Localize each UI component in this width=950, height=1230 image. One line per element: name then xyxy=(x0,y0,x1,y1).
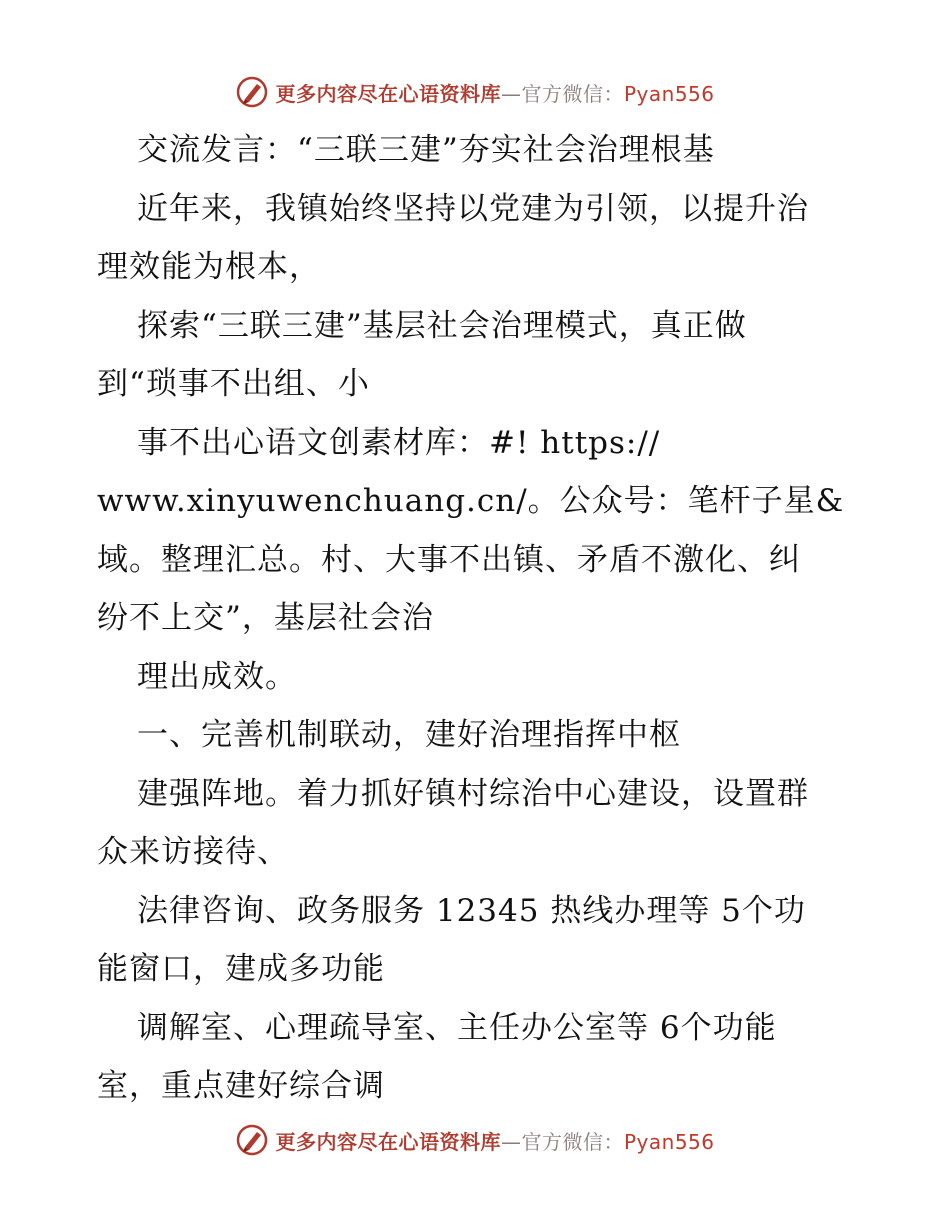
header-banner xyxy=(0,70,950,114)
text-line: 近年来，我镇始终坚持以党建为引领，以提升治 xyxy=(137,190,809,227)
banner-text xyxy=(275,1126,714,1155)
text-line: 纷不上交”，基层社会治 xyxy=(97,600,434,636)
text-line: 能窗口，建成多功能 xyxy=(97,951,385,987)
document-body xyxy=(97,121,857,1116)
text-line: 众来访接待、 xyxy=(97,834,289,870)
banner-main: 更多内容尽在心语资料库 xyxy=(275,1129,501,1154)
footer-banner xyxy=(0,1118,950,1162)
banner-id: Pyan556 xyxy=(623,81,715,106)
banner-id: Pyan556 xyxy=(623,1129,715,1154)
text-line: 一、完善机制联动，建好治理指挥中枢 xyxy=(137,717,681,753)
banner-official: 官方微信： xyxy=(521,81,624,106)
banner-main: 更多内容尽在心语资料库 xyxy=(275,81,501,106)
text-line: 理效能为根本， xyxy=(97,249,321,285)
pen-logo-icon xyxy=(235,1123,269,1157)
pen-logo-icon xyxy=(235,75,269,109)
banner-separator: — xyxy=(500,1129,522,1154)
text-line: 探索“三联三建”基层社会治理模式，真正做 xyxy=(137,307,747,344)
text-line: 事不出心语文创素材库：#! https:// xyxy=(137,424,661,461)
text-line: www.xinyuwenchuang.cn/。公众号：笔杆子星& xyxy=(97,483,845,519)
text-line: 交流发言：“三联三建”夯实社会治理根基 xyxy=(137,132,715,168)
text-line: 理出成效。 xyxy=(137,658,297,695)
banner-separator: — xyxy=(500,81,522,106)
text-line: 到“琐事不出组、小 xyxy=(97,366,370,402)
text-line: 建强阵地。着力抓好镇村综治中心建设，设置群 xyxy=(137,775,809,812)
banner-text xyxy=(275,78,714,107)
text-line: 域。整理汇总。村、大事不出镇、矛盾不激化、纠 xyxy=(97,541,801,578)
banner-official: 官方微信： xyxy=(521,1129,624,1154)
text-line: 室，重点建好综合调 xyxy=(97,1068,385,1104)
text-line: 法律咨询、政务服务 12345 热线办理等 5个功 xyxy=(137,892,806,929)
text-line: 调解室、心理疏导室、主任办公室等 6个功能 xyxy=(137,1009,777,1046)
